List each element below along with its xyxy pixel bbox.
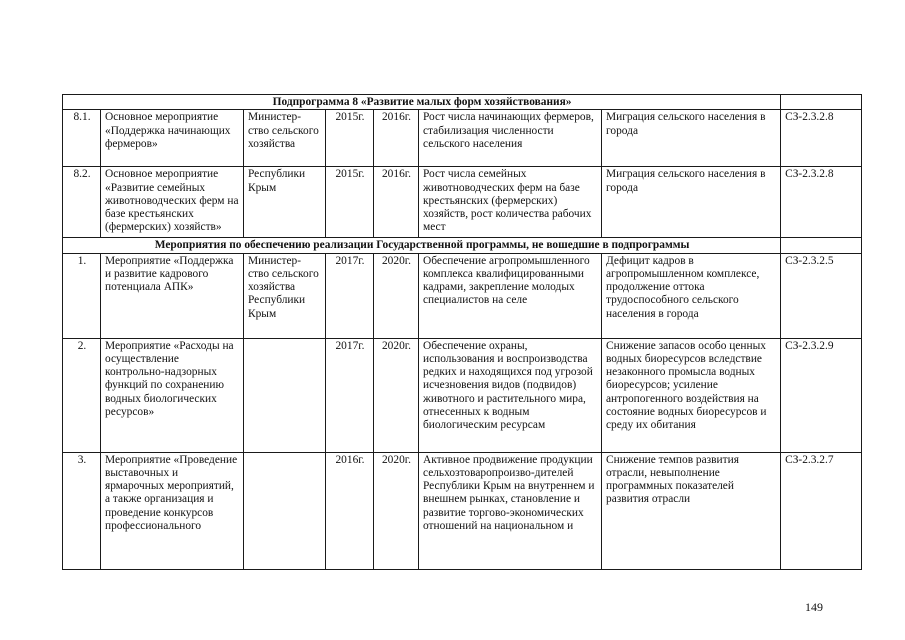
expected-result: Активное продвижение продукции сельхозтоваропроизво-дителей Республики Крым на внутреннем и внешнем рынках, становление и развитие торгово-экономических отношений на национальном и [419, 452, 602, 569]
expected-result: Рост числа семейных животноводческих ферм на базе крестьянских (фермерских) хозяйств, рост количества рабочих мест [419, 167, 602, 238]
executor: Республики Крым [244, 167, 326, 238]
start-year: 2017г. [326, 338, 374, 452]
executor [244, 452, 326, 569]
executor: Министер-ство сельского хозяйства Республики Крым [244, 253, 326, 338]
measure-name: Мероприятие «Расходы на осуществление контрольно-надзорных функций по сохранению водных биологических ресурсов» [101, 338, 244, 452]
executor: Министер-ство сельского хозяйства [244, 110, 326, 167]
table-row [63, 452, 862, 569]
table-row [63, 338, 862, 452]
row-number: 1. [63, 253, 101, 338]
expected-result: Рост числа начинающих фермеров, стабилизация численности сельского населения [419, 110, 602, 167]
start-year: 2016г. [326, 452, 374, 569]
expected-result: Обеспечение охраны, использования и воспроизводства редких и находящихся под угрозой исчезновения видов (подвидов) животного и растительного мира, отнесенных к водным биологическим ресурсам [419, 338, 602, 452]
row-number: 3. [63, 452, 101, 569]
indicator-code: СЗ-2.3.2.5 [781, 253, 862, 338]
section-title: Мероприятия по обеспечению реализации Государственной программы, не вошедшие в подпрограммы [63, 238, 781, 253]
measure-name: Основное мероприятие «Поддержка начинающих фермеров» [101, 110, 244, 167]
consequence: Миграция сельского населения в города [602, 167, 781, 238]
section-header-row [63, 238, 862, 253]
end-year: 2020г. [374, 253, 419, 338]
indicator-code: СЗ-2.3.2.9 [781, 338, 862, 452]
section-header-row [63, 95, 862, 110]
page-number: 149 [805, 600, 823, 614]
end-year: 2020г. [374, 452, 419, 569]
end-year: 2020г. [374, 338, 419, 452]
end-year: 2016г. [374, 167, 419, 238]
measure-name: Мероприятие «Проведение выставочных и ярмарочных мероприятий, а также организация и проведение конкурсов профессионального [101, 452, 244, 569]
indicator-code: СЗ-2.3.2.7 [781, 452, 862, 569]
indicator-code: СЗ-2.3.2.8 [781, 110, 862, 167]
end-year: 2016г. [374, 110, 419, 167]
section-header-empty-cell [781, 95, 862, 110]
row-number: 2. [63, 338, 101, 452]
start-year: 2017г. [326, 253, 374, 338]
executor [244, 338, 326, 452]
section-header-empty-cell [781, 238, 862, 253]
row-number: 8.2. [63, 167, 101, 238]
row-number: 8.1. [63, 110, 101, 167]
consequence: Снижение запасов особо ценных водных биоресурсов вследствие незаконного промысла водных биоресурсов; усиление антропогенного воздействия на состояние водных биоресурсов и среду их обитания [602, 338, 781, 452]
consequence: Миграция сельского населения в города [602, 110, 781, 167]
consequence: Снижение темпов развития отрасли, невыполнение программных показателей развития отрасли [602, 452, 781, 569]
start-year: 2015г. [326, 110, 374, 167]
indicator-code: СЗ-2.3.2.8 [781, 167, 862, 238]
start-year: 2015г. [326, 167, 374, 238]
table-row [63, 253, 862, 338]
measure-name: Основное мероприятие «Развитие семейных животноводческих ферм на базе крестьянских (фермерских) хозяйств» [101, 167, 244, 238]
expected-result: Обеспечение агропромышленного комплекса квалифицированными кадрами, закрепление молодых специалистов на селе [419, 253, 602, 338]
program-table [62, 94, 862, 570]
consequence: Дефицит кадров в агропромышленном комплексе, продолжение оттока трудоспособного сельского населения в города [602, 253, 781, 338]
table-row [63, 167, 862, 238]
section-title: Подпрограмма 8 «Развитие малых форм хозяйствования» [63, 95, 781, 110]
table-row [63, 110, 862, 167]
measure-name: Мероприятие «Поддержка и развитие кадрового потенциала АПК» [101, 253, 244, 338]
